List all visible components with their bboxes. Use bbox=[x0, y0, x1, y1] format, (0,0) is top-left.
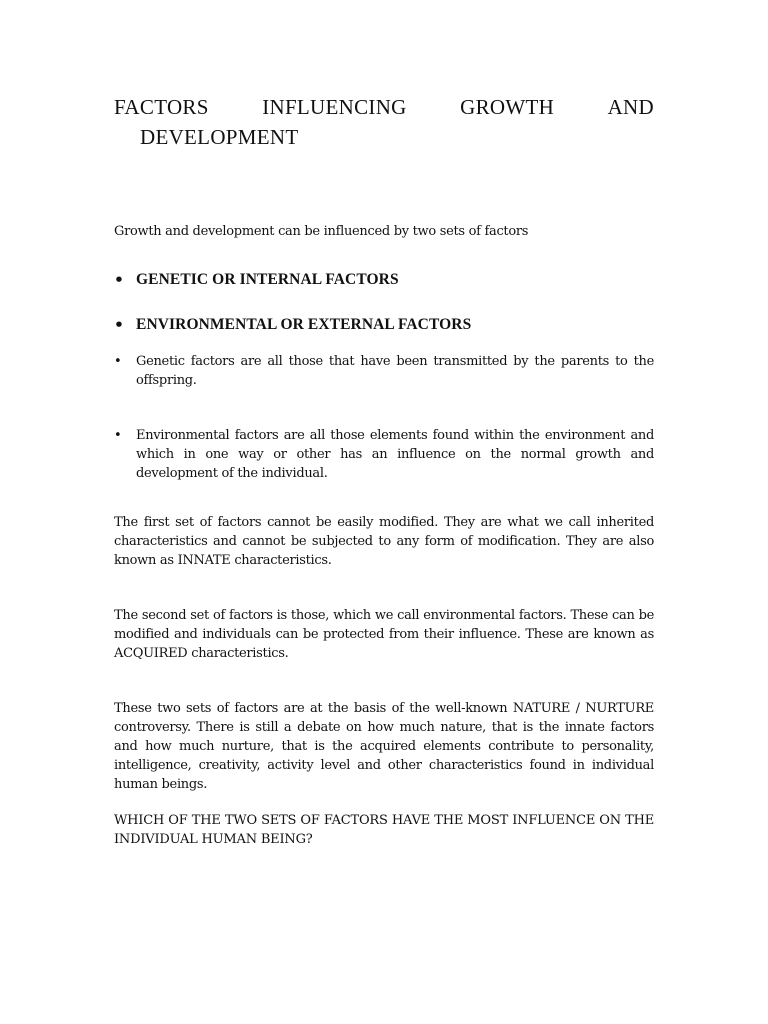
paragraph-innate: The first set of factors cannot be easily modified. They are what we call inherited characteristics and cannot be subjected to any form of modification. They are also known as INNATE characteristics. bbox=[114, 515, 654, 568]
title-line-1 bbox=[114, 92, 654, 122]
list-item-text: GENETIC OR INTERNAL FACTORS bbox=[136, 271, 399, 288]
bullet-icon: • bbox=[114, 271, 125, 289]
list-item bbox=[114, 269, 654, 291]
list-item bbox=[114, 426, 654, 483]
definition-list bbox=[114, 352, 654, 483]
paragraph-acquired: The second set of factors is those, which we call environmental factors. These can be modified and individuals can be protected from their influence. These are known as ACQUIRED characteristics. bbox=[114, 608, 654, 661]
title-word: AND bbox=[607, 95, 654, 119]
title-word: FACTORS bbox=[114, 95, 209, 119]
bullet-icon: • bbox=[114, 316, 125, 334]
factor-list bbox=[114, 269, 654, 336]
list-item bbox=[114, 352, 654, 390]
title-line-2: DEVELOPMENT bbox=[140, 125, 299, 149]
title-word: INFLUENCING bbox=[262, 95, 407, 119]
bullet-icon: • bbox=[114, 428, 122, 443]
definition-text: Environmental factors are all those elements found within the environment and which in one way or other has an influence on the normal growth and development of the individual. bbox=[136, 428, 654, 481]
title-word: GROWTH bbox=[460, 95, 555, 119]
document-title bbox=[114, 92, 654, 152]
list-item bbox=[114, 314, 654, 336]
closing-question: WHICH OF THE TWO SETS OF FACTORS HAVE THE MOST INFLUENCE ON THE INDIVIDUAL HUMAN BEING? bbox=[114, 813, 654, 847]
document-page bbox=[114, 92, 654, 849]
intro-text: Growth and development can be influenced by two sets of factors bbox=[114, 224, 529, 239]
paragraph-nature-nurture: These two sets of factors are at the basis of the well-known NATURE / NURTURE controversy. There is still a debate on how much nature, that is the innate factors and how much nurture, that is the acquired elements contribute to personality, intelligence, creativity, activity level and other characteristics found in individual human beings. bbox=[114, 701, 654, 792]
definition-text: Genetic factors are all those that have been transmitted by the parents to the offspring. bbox=[136, 354, 654, 388]
bullet-icon: • bbox=[114, 354, 122, 369]
list-item-text: ENVIRONMENTAL OR EXTERNAL FACTORS bbox=[136, 316, 472, 333]
